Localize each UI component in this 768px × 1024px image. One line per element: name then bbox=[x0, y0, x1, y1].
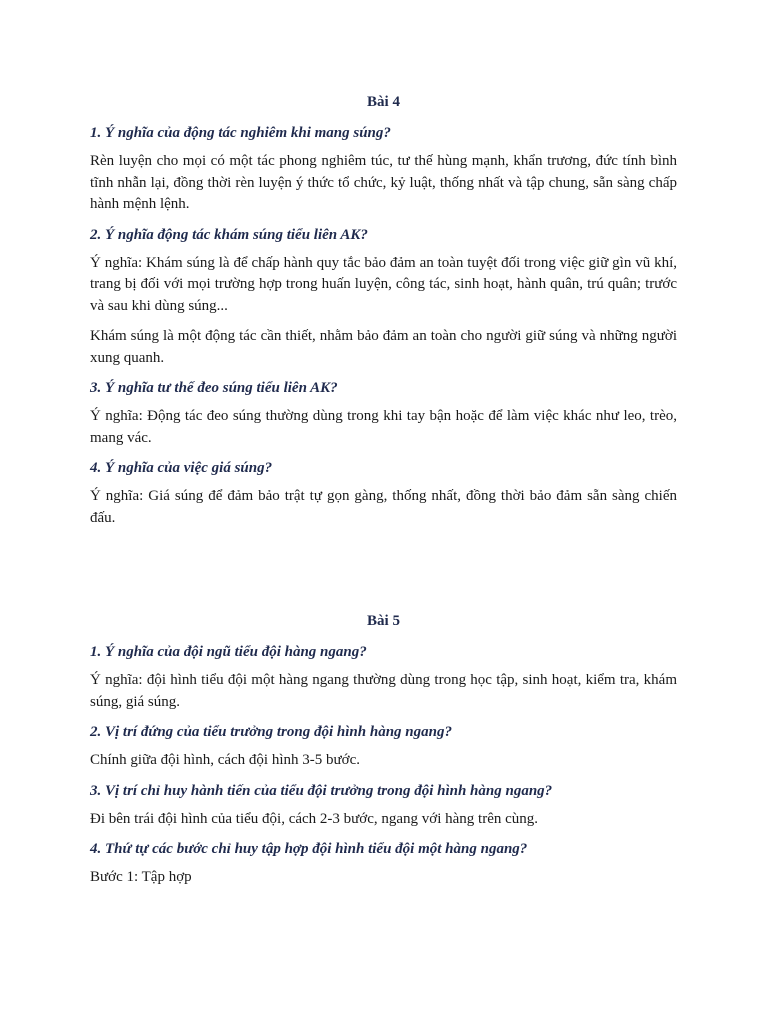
lesson-5-question-3: 3. Vị trí chỉ huy hành tiến của tiểu đội trưởng trong đội hình hàng ngang? bbox=[90, 782, 553, 799]
lesson-4-answer-3: Ý nghĩa: Động tác đeo súng thường dùng trong khi tay bận hoặc để làm việc khác như leo, trèo, mang vác. bbox=[90, 408, 677, 446]
lesson-5-section bbox=[90, 611, 677, 898]
lesson-5-question-1: 1. Ý nghĩa của đội ngũ tiểu đội hàng ngang? bbox=[90, 644, 367, 660]
lesson-4-answer-1: Rèn luyện cho mọi có một tác phong nghiêm túc, tư thế hùng mạnh, khẩn trương, đức tính bình tĩnh nhẫn lại, đồng thời rèn luyện ý thức tổ chức, kỷ luật, thống nhất và tập chung, sẵn sàng chấp hành mệnh lệnh. bbox=[90, 153, 677, 212]
lesson-4-question-1: 1. Ý nghĩa của động tác nghiêm khi mang súng? bbox=[90, 125, 391, 141]
lesson-4-question-4: 4. Ý nghĩa của việc giá súng? bbox=[90, 460, 273, 476]
lesson-4-answer-4: Ý nghĩa: Giá súng để đảm bảo trật tự gọn gàng, thống nhất, đồng thời bảo đảm sẵn sàng chiến đấu. bbox=[90, 488, 677, 526]
lesson-5-question-2: 2. Vị trí đứng của tiểu trưởng trong đội hình hàng ngang? bbox=[90, 724, 452, 740]
lesson-4-answer-2a: Ý nghĩa: Khám súng là để chấp hành quy tắc bảo đảm an toàn tuyệt đối trong việc giữ gìn vũ khí, trang bị đối với mọi trường hợp trong huấn luyện, công tác, sinh hoạt, hành quân, trú quân; trước và sau khi dùng súng... bbox=[90, 254, 677, 314]
lesson-5-answer-3: Đi bên trái đội hình của tiểu đội, cách 2-3 bước, ngang với hàng trên cùng. bbox=[90, 810, 539, 827]
lesson-5-answer-2: Chính giữa đội hình, cách đội hình 3-5 bước. bbox=[90, 752, 360, 768]
lesson-5-question-4: 4. Thứ tự các bước chỉ huy tập hợp đội hình tiểu đội một hàng ngang? bbox=[90, 841, 528, 857]
lesson-4-title: Bài 4 bbox=[367, 94, 400, 110]
lesson-5-title: Bài 5 bbox=[367, 613, 400, 629]
lesson-5-answer-1: Ý nghĩa: đội hình tiểu đội một hàng ngang thường dùng trong học tập, sinh hoạt, kiểm tra, khám súng, giá súng. bbox=[90, 672, 677, 710]
lesson-5-answer-4: Bước 1: Tập hợp bbox=[90, 869, 192, 885]
lesson-4-question-2: 2. Ý nghĩa động tác khám súng tiểu liên AK? bbox=[90, 226, 368, 243]
lesson-4-section bbox=[90, 92, 677, 538]
lesson-4-question-3: 3. Ý nghĩa tư thế đeo súng tiểu liên AK? bbox=[90, 380, 338, 396]
lesson-4-answer-2b: Khám súng là một động tác cần thiết, nhằm bảo đảm an toàn cho người giữ súng và những người xung quanh. bbox=[90, 328, 677, 366]
